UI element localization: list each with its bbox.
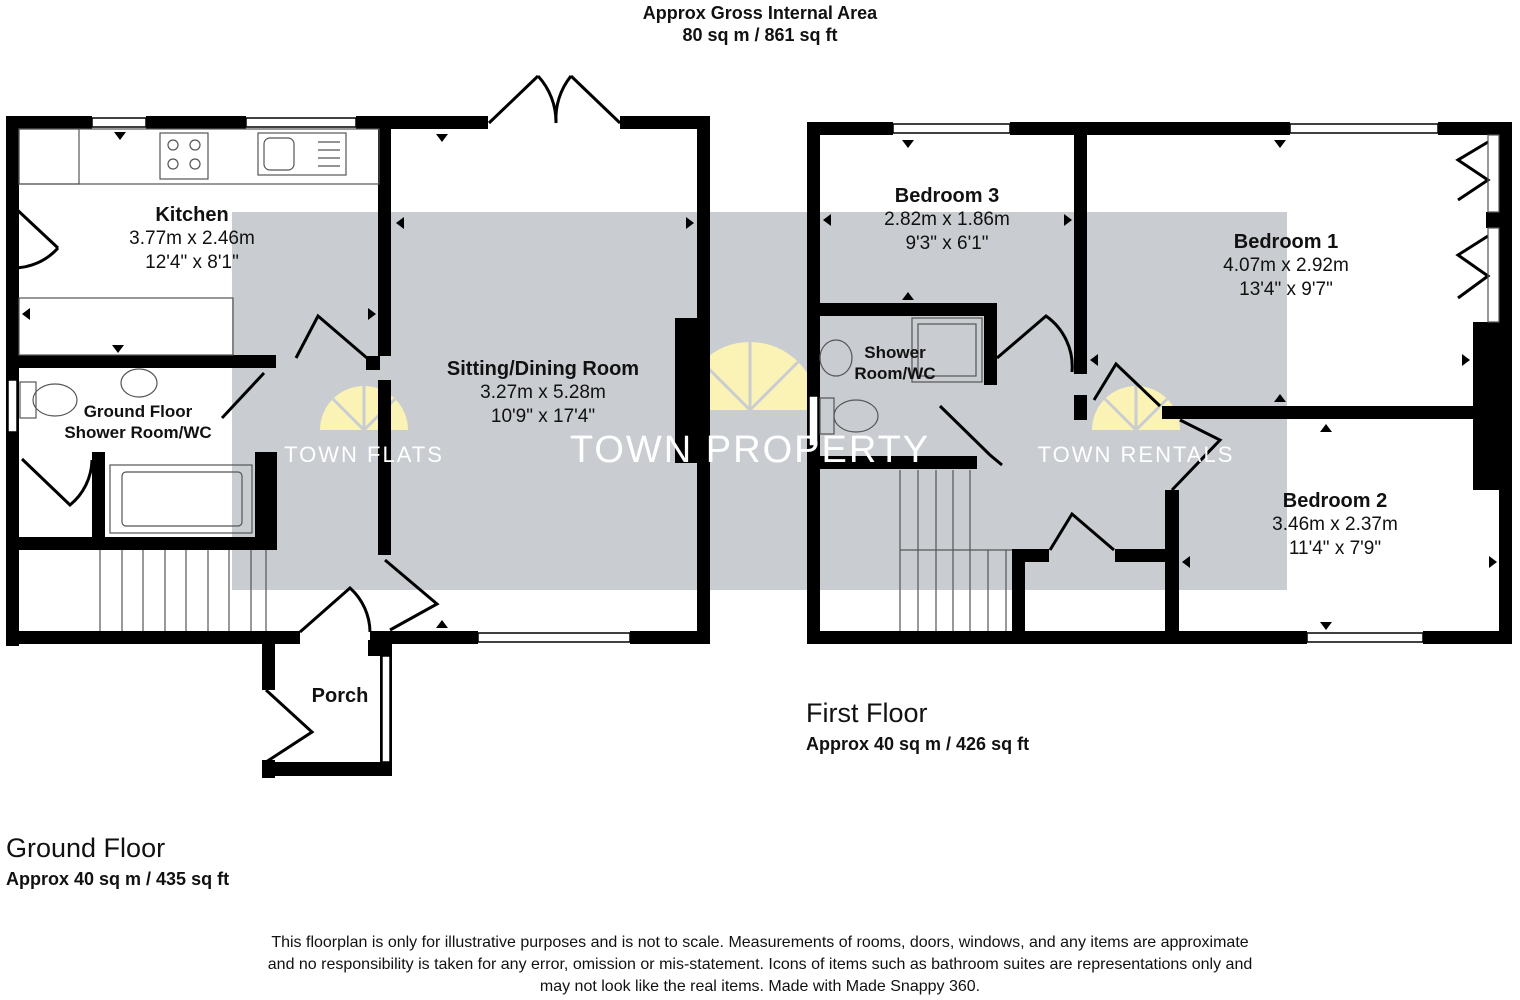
ground-floor-caption [6, 832, 229, 890]
wall [6, 116, 92, 129]
room-name: Kitchen [155, 204, 229, 226]
window [382, 656, 390, 762]
disclaimer-line: may not look like the real items. Made with Made Snappy 360. [539, 978, 981, 995]
room-label-bedroom2 [1235, 489, 1435, 561]
wardrobe-doors [1458, 236, 1488, 298]
window [1290, 124, 1438, 133]
room-dimensions-imperial: 13'4" x 9'7" [1239, 279, 1333, 300]
wall [1165, 490, 1179, 640]
wall [1074, 395, 1087, 420]
room-name: Room/WC [854, 364, 936, 383]
basin [121, 369, 157, 397]
wardrobe [1488, 135, 1499, 212]
wall [984, 303, 997, 385]
room-name: Bedroom 2 [1282, 490, 1388, 512]
hob [160, 133, 208, 179]
wall [146, 116, 246, 129]
floor-title: First Floor [806, 698, 928, 728]
window [478, 633, 630, 642]
window [92, 118, 146, 127]
wardrobe-doors [1458, 142, 1488, 200]
sink [258, 133, 346, 175]
wall [6, 355, 276, 368]
room-name: Shower [864, 343, 926, 362]
wall [262, 640, 275, 690]
door [300, 588, 370, 632]
bath [110, 465, 252, 533]
room-dimensions-metric: 3.77m x 2.46m [129, 228, 255, 249]
disclaimer-line: and no responsibility is taken for any error, omission or mis-statement. Icons of items such as bathroom suites are representations only and [267, 956, 1253, 973]
wall [6, 631, 300, 644]
room-dimensions-metric: 3.46m x 2.37m [1272, 514, 1398, 535]
wall [807, 303, 997, 316]
window [893, 124, 1010, 133]
wall [1486, 212, 1502, 228]
room-label-porch [290, 684, 390, 708]
disclaimer [150, 932, 1370, 998]
room-label-kitchen [92, 203, 292, 275]
door [489, 76, 556, 123]
wall [378, 116, 391, 356]
room-name: Sitting/Dining Room [446, 358, 640, 380]
wall [1162, 406, 1499, 419]
gross-area-title: Approx Gross Internal Area [642, 3, 878, 23]
wall [262, 762, 392, 776]
room-name: Bedroom 3 [894, 185, 1000, 207]
gross-area-header [560, 2, 960, 46]
window [8, 380, 17, 432]
wall [807, 122, 820, 644]
room-label-bedroom1 [1186, 230, 1386, 302]
kitchen-unit [19, 298, 233, 355]
wall [1010, 122, 1290, 135]
room-label-sitting-dining [413, 357, 673, 429]
wall [1012, 549, 1025, 639]
window [1307, 633, 1423, 642]
wardrobe [1488, 228, 1499, 322]
gross-area-value: 80 sq m / 861 sq ft [682, 25, 838, 45]
room-name: Shower Room/WC [64, 423, 212, 442]
kitchen-counter [19, 129, 79, 184]
room-name: Porch [311, 685, 369, 707]
disclaimer-line: This floorplan is only for illustrative purposes and is not to scale. Measurements of rooms, doors, windows, and any items are approximate [271, 934, 1249, 951]
window [246, 118, 356, 127]
room-name: Bedroom 1 [1233, 231, 1339, 253]
room-label-ff-shower [840, 342, 950, 384]
room-dimensions-imperial: 12'4" x 8'1" [145, 252, 239, 273]
room-dimensions-metric: 4.07m x 2.92m [1223, 255, 1349, 276]
room-dimensions-metric: 3.27m x 5.28m [480, 382, 606, 403]
first-floor-caption [806, 697, 1029, 755]
wall [366, 356, 380, 370]
wall [1074, 122, 1087, 374]
wall [630, 631, 710, 644]
watermark-text-right: TOWN RENTALS [1037, 442, 1235, 467]
wall [1473, 322, 1501, 490]
wall [255, 452, 277, 550]
floor-area: Approx 40 sq m / 435 sq ft [6, 869, 230, 889]
kitchen-counter [19, 129, 379, 184]
wall [378, 380, 391, 555]
watermark-text-center: TOWN PROPERTY [569, 429, 931, 471]
wall [1423, 631, 1512, 644]
room-dimensions-metric: 2.82m x 1.86m [884, 209, 1010, 230]
room-label-bedroom3 [847, 184, 1047, 256]
door [556, 76, 620, 123]
room-dimensions-imperial: 10'9" x 17'4" [490, 406, 596, 427]
room-dimensions-imperial: 9'3" x 6'1" [905, 233, 989, 254]
wall [1115, 549, 1179, 562]
wall [620, 116, 710, 129]
room-dimensions-imperial: 11'4" x 7'9" [1288, 538, 1382, 559]
wall [356, 116, 488, 129]
wall [6, 537, 274, 550]
watermark-text-left: TOWN FLATS [284, 442, 444, 467]
wall [92, 452, 105, 550]
room-label-gf-shower [48, 401, 228, 443]
room-name: Ground Floor [83, 402, 193, 421]
wall [807, 631, 1307, 644]
door [22, 459, 92, 505]
floor-title: Ground Floor [6, 833, 166, 863]
wall [807, 122, 893, 135]
floor-area: Approx 40 sq m / 426 sq ft [806, 734, 1030, 754]
